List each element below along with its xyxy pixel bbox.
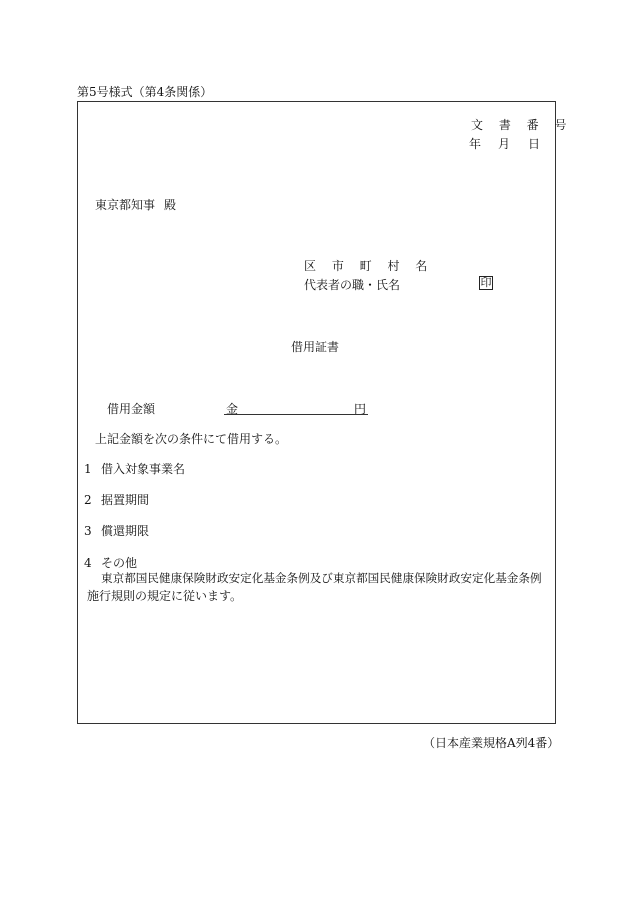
condition-2-number: 2 <box>84 493 92 507</box>
condition-2-label: 据置期間 <box>101 493 150 507</box>
amount-prefix: 金 <box>226 402 239 416</box>
condition-3-number: 3 <box>84 524 92 538</box>
other-text-line2: 施行規則の規定に従います。 <box>87 589 243 603</box>
representative-label: 代表者の職・氏名 <box>304 278 401 292</box>
condition-1-number: 1 <box>84 462 92 476</box>
addressee-title: 東京都知事 <box>95 198 156 212</box>
condition-3-label: 償還期限 <box>101 524 150 538</box>
amount-label: 借用金額 <box>107 402 156 416</box>
document-title: 借用証書 <box>291 340 340 354</box>
amount-suffix: 円 <box>354 402 367 416</box>
addressee-honorific: 殿 <box>164 198 177 212</box>
municipality-label: 区 市 町 村 名 <box>304 259 434 273</box>
month-label: 月 <box>498 137 511 151</box>
footer-note: （日本産業規格A列4番） <box>423 736 560 750</box>
form-label: 第5号様式（第4条関係） <box>77 85 213 99</box>
document-number-label: 文 書 番 号 <box>471 118 573 132</box>
amount-underline <box>224 414 368 415</box>
statement-text: 上記金額を次の条件にて借用する。 <box>95 432 288 446</box>
day-label: 日 <box>528 137 541 151</box>
seal-mark: 印 <box>480 276 492 289</box>
condition-4-number: 4 <box>84 556 92 570</box>
year-label: 年 <box>469 137 482 151</box>
condition-1-label: 借入対象事業名 <box>101 462 186 476</box>
other-text-line1: 東京都国民健康保険財政安定化基金条例及び東京都国民健康保険財政安定化基金条例 <box>101 571 542 585</box>
condition-4-label: その他 <box>101 556 138 570</box>
